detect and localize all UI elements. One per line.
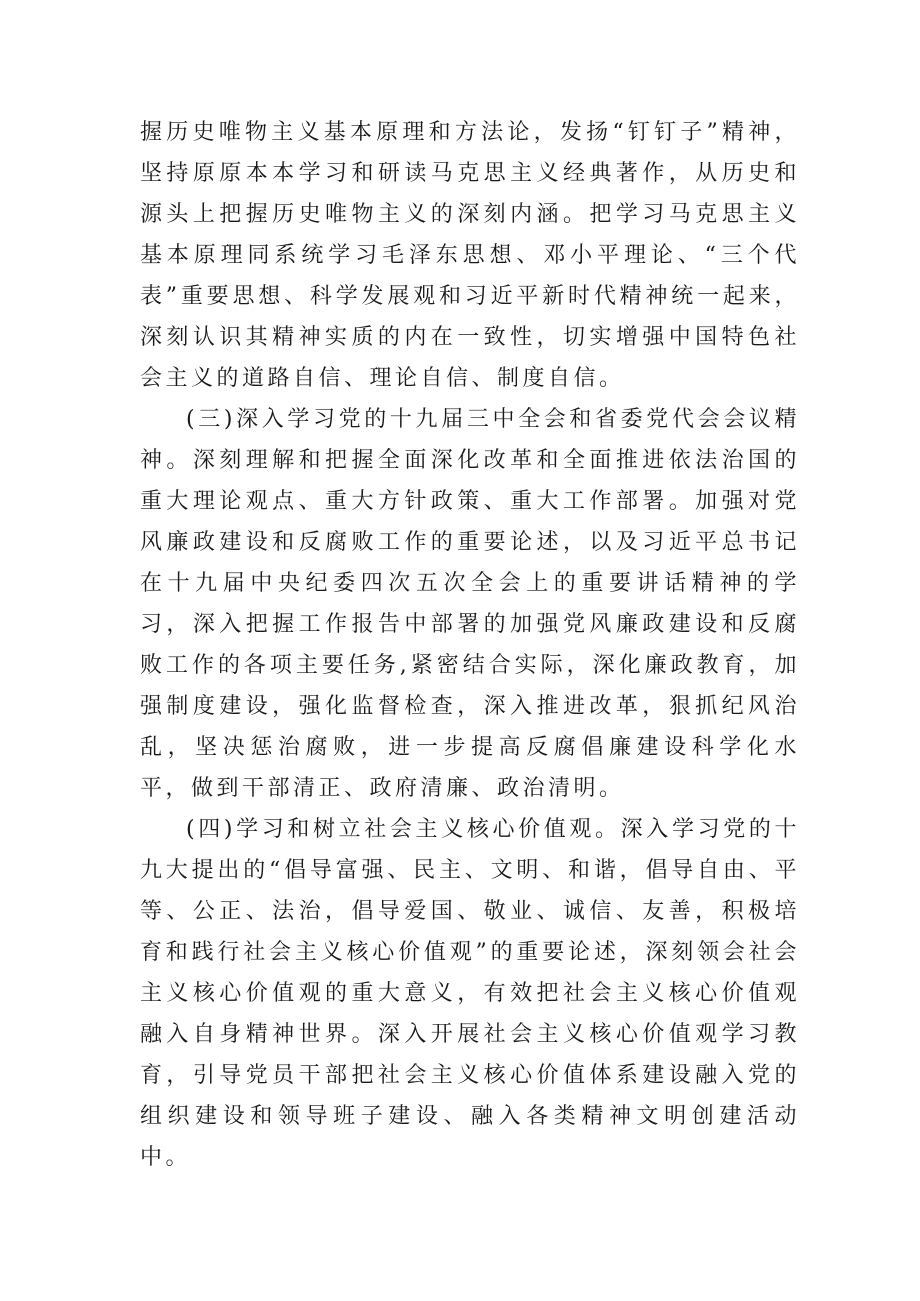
paragraph-section-four: (四)学习和树立社会主义核心价值观。深入学习党的十九大提出的“倡导富强、民主、文明、和谐，倡导自由、平等、公正、法治，倡导爱国、敬业、诚信、友善，积极培育和践行社会主义核心价值观”的重要论述，深刻领会社会主义核心价值观的重大意义，有效把社会主义核心价值观融入自身精神世界。深入开展社会主义核心价值观学习教育，引导党员干部把社会主义核心价值体系建设融入党的组织建设和领导班子建设、融入各类精神文明创建活动中。	[140, 817, 800, 1170]
paragraph-section-three: (三)深入学习党的十九届三中全会和省委党代会会议精神。深刻理解和把握全面深化改革和全面推进依法治国的重大理论观点、重大方针政策、重大工作部署。加强对党风廉政建设和反腐败工作的重要论述，以及习近平总书记在十九届中央纪委四次五次全会上的重要讲话精神的学习，深入把握工作报告中部署的加强党风廉政建设和反腐败工作的各项主要任务,紧密结合实际，深化廉政教育，加强制度建设，强化监督检查，深入推进改革，狠抓纪风治乱，坚决惩治腐败，进一步提高反腐倡廉建设科学化水平，做到干部清正、政府清廉、政治清明。	[140, 407, 800, 801]
document-body	[140, 112, 800, 1178]
paragraph-continued: 握历史唯物主义基本原理和方法论，发扬“钉钉子”精神，坚持原原本本学习和研读马克思主义经典著作，从历史和源头上把握历史唯物主义的深刻内涵。把学习马克思主义基本原理同系统学习毛泽东思想、邓小平理论、“三个代表”重要思想、科学发展观和习近平新时代精神统一起来，深刻认识其精神实质的内在一致性，切实增强中国特色社会主义的道路自信、理论自信、制度自信。	[140, 120, 800, 391]
